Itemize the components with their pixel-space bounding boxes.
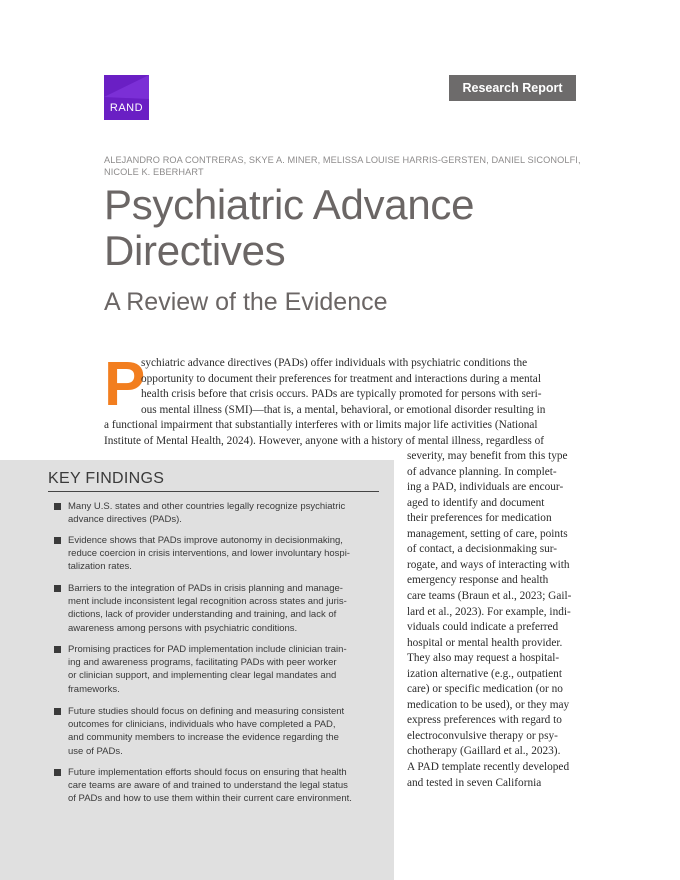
key-finding-line: Promising practices for PAD implementation include clinician train- <box>68 644 347 655</box>
column-line: their preferences for medication <box>407 512 552 525</box>
page-subtitle: A Review of the Evidence <box>104 288 388 316</box>
column-line: severity, may benefit from this type <box>407 450 568 462</box>
authors-line: NICOLE K. EBERHART <box>104 167 204 177</box>
bullet-icon <box>54 585 61 592</box>
column-line: They also may request a hospital- <box>407 652 560 665</box>
column-line: lard et al., 2023). For example, indi- <box>407 605 571 618</box>
bullet-icon <box>54 769 61 776</box>
intro-line: ous mental illness (SMI)—that is, a mental, behavioral, or emotional disorder resulting in <box>141 404 546 416</box>
column-line: express preferences with regard to <box>407 714 562 727</box>
intro-line: Institute of Mental Health, 2024). However, anyone with a history of mental illness, regardless of <box>104 435 545 447</box>
intro-line: sychiatric advance directives (PADs) offer individuals with psychiatric conditions the <box>141 357 528 369</box>
report-type-badge: Research Report <box>449 75 576 101</box>
key-finding-line: care teams are aware of and trained to understand the legal status <box>68 780 348 792</box>
key-finding-line: use of PADs. <box>68 745 123 757</box>
key-finding-line: talization rates. <box>68 561 132 573</box>
intro-line: a functional impairment that substantially interferes with or limits major life activities (National <box>104 419 538 431</box>
key-finding-line: and community members to increase the evidence regarding the <box>68 732 339 744</box>
column-line: ization alternative (e.g., outpatient <box>407 667 562 680</box>
column-line: hospital or mental health provider. <box>407 636 563 649</box>
column-line: care) or specific medication (or no <box>407 683 563 696</box>
column-line: care teams (Braun et al., 2023; Gail- <box>407 589 572 602</box>
key-finding-text <box>68 766 378 806</box>
column-line: management, setting of care, points <box>407 527 568 540</box>
column-line: emergency response and health <box>407 574 549 587</box>
bullet-icon <box>54 708 61 715</box>
column-line: chotherapy (Gaillard et al., 2023). <box>407 745 561 758</box>
key-finding-line: Future implementation efforts should focus on ensuring that health <box>68 767 347 778</box>
key-finding-line: or clinician support, and implementing clear legal mandates and <box>68 670 337 682</box>
key-finding-line: of PADs and how to use them within their current care environment. <box>68 793 352 805</box>
key-finding-line: dictions, lack of provider understanding and training, and lack of <box>68 609 337 621</box>
page-title <box>104 182 584 274</box>
logo-text: RAND <box>109 102 144 114</box>
title-line: Directives <box>104 227 286 274</box>
authors <box>104 154 584 178</box>
key-findings-divider <box>48 491 379 492</box>
key-finding-line: ing and awareness programs, facilitating PADs with peer worker <box>68 657 337 669</box>
column-line: aged to identify and document <box>407 496 545 509</box>
key-finding-line: frameworks. <box>68 683 120 695</box>
column-line: ing a PAD, individuals are encour- <box>407 481 564 494</box>
key-finding-line: Barriers to the integration of PADs in crisis planning and manage- <box>68 583 343 594</box>
key-finding-text <box>68 534 378 574</box>
key-finding-text <box>68 582 378 635</box>
column-line: viduals could indicate a preferred <box>407 621 559 634</box>
key-finding-line: Future studies should focus on defining and measuring consistent <box>68 706 345 717</box>
key-finding-line: advance directives (PADs). <box>68 514 182 526</box>
column-line: rogate, and ways of interacting with <box>407 558 570 571</box>
key-finding-line: awareness among persons with psychiatric conditions. <box>68 622 298 634</box>
column-line: of contact, a decisionmaking sur- <box>407 543 558 556</box>
column-line: and tested in seven California <box>407 776 542 789</box>
column-line: medication to be used), or they may <box>407 698 570 711</box>
key-finding-line: Evidence shows that PADs improve autonomy in decisionmaking, <box>68 535 343 546</box>
key-findings-heading: KEY FINDINGS <box>48 470 165 487</box>
key-finding-line: reduce coercion in crisis interventions, and lower involuntary hospi- <box>68 548 350 560</box>
column-line: electroconvulsive therapy or psy- <box>407 729 558 742</box>
key-finding-line: outcomes for clinicians, individuals who have completed a PAD, <box>68 719 336 731</box>
bullet-icon <box>54 503 61 510</box>
rand-logo <box>104 75 149 120</box>
drop-cap: P <box>104 350 146 419</box>
column-line: of advance planning. In complet- <box>407 465 557 478</box>
title-line: Psychiatric Advance <box>104 181 475 228</box>
key-finding-text <box>68 705 378 758</box>
key-finding-line: Many U.S. states and other countries legally recognize psychiatric <box>68 501 346 512</box>
bullet-icon <box>54 646 61 653</box>
intro-line: opportunity to document their preferences for treatment and interactions during a mental <box>141 373 541 385</box>
key-finding-text <box>68 643 378 696</box>
bullet-icon <box>54 537 61 544</box>
intro-line: health crisis before that crisis occurs. PADs are typically promoted for persons with seri- <box>141 388 542 400</box>
key-finding-line: ment include inconsistent legal recognition across states and juris- <box>68 596 347 608</box>
authors-line: ALEJANDRO ROA CONTRERAS, SKYE A. MINER, MELISSA LOUISE HARRIS-GERSTEN, DANIEL SICONOLFI, <box>104 155 581 165</box>
column-line: A PAD template recently developed <box>407 761 570 773</box>
key-finding-text <box>68 500 378 526</box>
